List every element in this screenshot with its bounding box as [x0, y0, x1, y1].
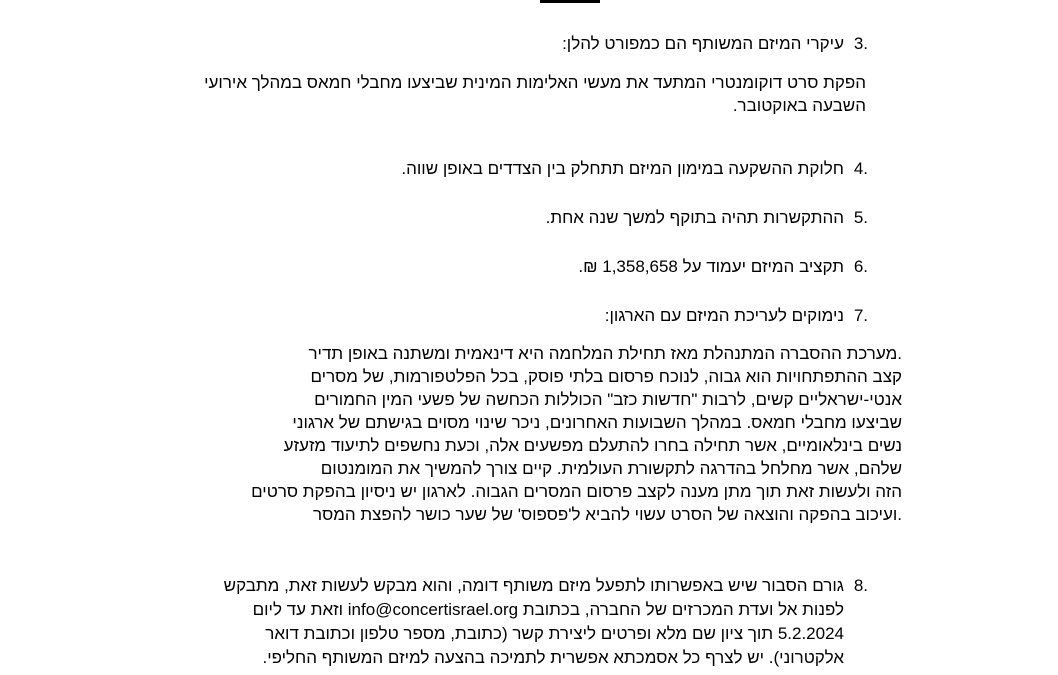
item-7-reasoning-line-3: אנטי-ישראליים קשים, לרבות "חדשות כזב" הכוללות הכחשה של פשעי המין החמורים [314, 390, 902, 409]
item-3-number: 3. [853, 34, 868, 53]
item-6-text: תקציב המיזם יעמוד על 1,358,658 ₪. [578, 257, 844, 276]
item-7-heading: נימוקים לעריכת המיזם עם הארגון: [604, 306, 844, 325]
item-4-text: חלוקת ההשקעה במימון המיזם תתחלק בין הצדדים באופן שווה. [401, 159, 844, 178]
item-8-line-3: 5.2.2024 תוך ציון שם מלא ופרטים ליצירת קשר (כתובת, מספר טלפון וכתובת דואר [265, 624, 844, 643]
item-7-reasoning-line-6: שלהם, אשר מחלחל בהדרגה לתקשורת העולמית. קיים צורך להמשיך את המומנטום [320, 459, 902, 478]
item-6-number: 6. [853, 257, 868, 276]
item-4-number: 4. [853, 159, 868, 178]
item-7-reasoning-line-5: נשים בינלאומיים, אשר תחילה בחרו להתעלם מפשעים אלה, וכעת נחשפים לתיעוד מזעזע [283, 436, 902, 455]
item-7-reasoning-line-1: .מערכת ההסברה המתנהלת מאז תחילת המלחמה היא דינאמית ומשתנה באופן תדיר [308, 344, 902, 363]
item-5-text: ההתקשרות תהיה בתוקף למשך שנה אחת. [545, 208, 844, 227]
item-7-number: 7. [853, 306, 868, 325]
item-7-reasoning-line-4: שביצעו מחבלי חמאס. במהלך השבועות האחרונים, ניכר שינוי מסוים בגישתם של ארגוני [292, 413, 902, 432]
item-5-number: 5. [853, 208, 868, 227]
item-3-description-line-2: השבעה באוקטובר. [732, 96, 866, 115]
item-7-reasoning-line-8: .ועיכוב בהפקה והוצאה של הסרט עשוי להביא ל'פספוס' של שער כושר להפצת המסר [313, 505, 902, 524]
item-8-number: 8. [853, 576, 868, 595]
item-3-description-line-1: הפקת סרט דוקומנטרי המתעד את מעשי האלימות המינית שביצעו מחבלי חמאס במהלך אירועי [204, 73, 866, 92]
item-3-heading: עיקרי המיזם המשותף הם כמפורט להלן: [562, 34, 844, 53]
item-7-reasoning-line-2: קצב ההתפתחויות הוא גבוה, לנוכח פרסום בלתי פוסק, בכל הפלטפורמות, של מסרים [310, 367, 902, 386]
item-7-reasoning-line-7: הזה ולעשות זאת תוך מתן מענה לקצב פרסום המסרים הגבוה. לארגון יש ניסיון בהפקת סרטים [251, 482, 902, 501]
cut-off-text-remnant [540, 0, 600, 3]
item-8-line-2: לפנות אל ועדת המכרזים של החברה, בכתובת info@concertisrael.org וזאת עד ליום [252, 600, 844, 619]
item-8-line-4: אלקטרוני). יש לצרף כל אסמכתא אפשרית לתמיכה בהצעה למיזם המשותף החליפי. [262, 648, 844, 667]
item-8-line-1: גורם הסבור שיש באפשרותו לתפעל מיזם משותף דומה, והוא מבקש לעשות זאת, מתבקש [223, 576, 844, 595]
